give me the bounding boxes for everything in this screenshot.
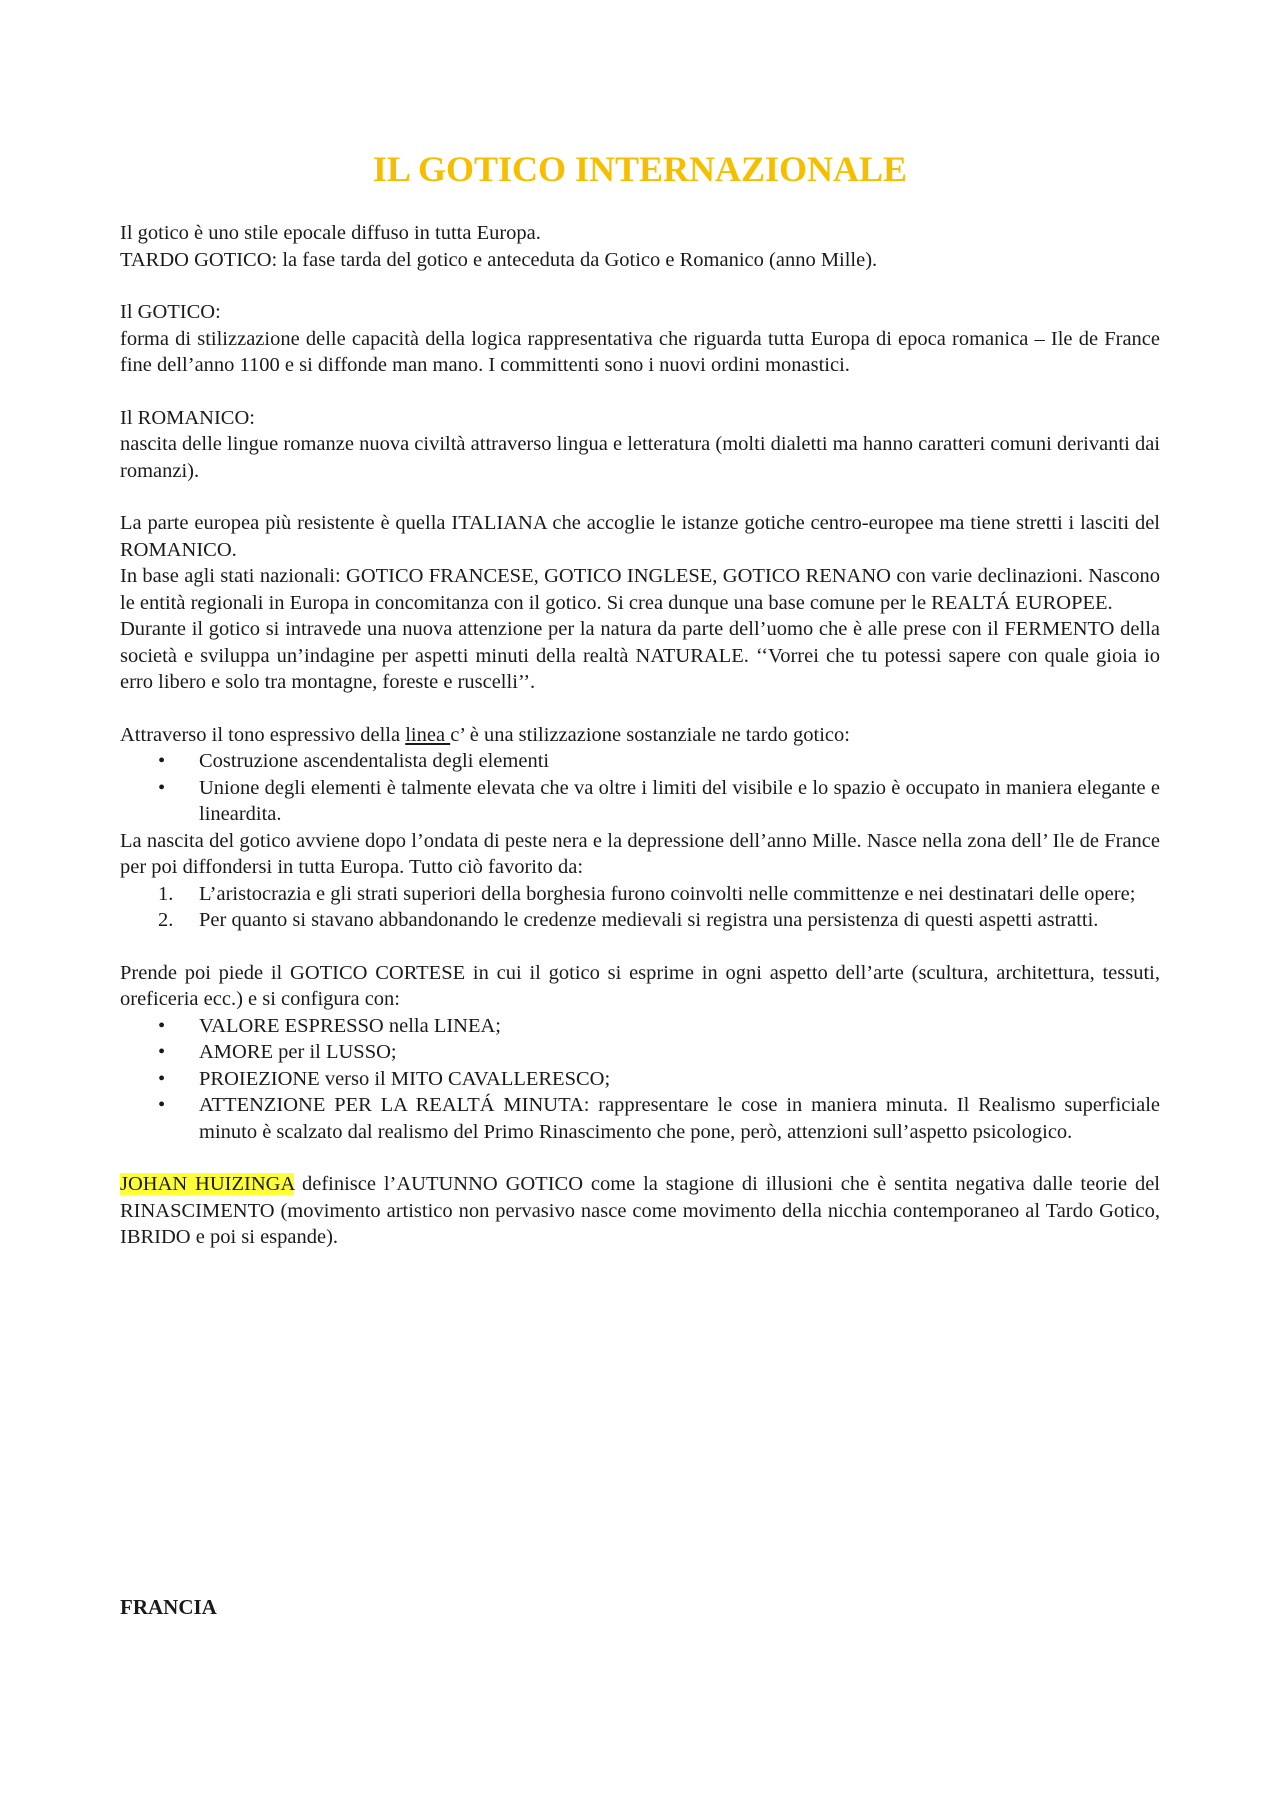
intro-line-1: Il gotico è uno stile epocale diffuso in tutta Europa. [120,222,541,244]
list-item: 1. L’aristocrazia e gli strati superiori della borghesia furono coinvolti nelle committenze e nei destinatari delle opere; [120,881,1160,908]
bullet-marker: • [158,776,166,799]
linea-underlined-word: linea [405,723,451,746]
bullet-marker: • [158,1094,166,1116]
number-marker: 2. [158,909,174,931]
gotico-heading: Il GOTICO: [120,301,221,323]
huizinga-text: definisce l’AUTUNNO GOTICO come la stagione di illusioni che è sentita negativa dalle teorie del RINASCIMENTO (movimento artistico non pervasivo nasce come movimento della nicchia contemporaneo al Tardo Gotico, IBRIDO e poi si espande). [120,1173,1161,1248]
stati-nazionali-paragraph: In base agli stati nazionali: GOTICO FRANCESE, GOTICO INGLESE, GOTICO RENANO con varie declinazioni. Nascono le entità regionali in Europa in concomitanza con il gotico. Si crea dunque una base comune per le REALTÁ EUROPEE. [120,565,1160,614]
list-item: • AMORE per il LUSSO; [120,1039,1160,1066]
bullet-marker: • [158,1041,166,1063]
romanico-heading: Il ROMANICO: [120,406,255,429]
cortese-paragraph: Prende poi piede il GOTICO CORTESE in cui il gotico si esprime in ogni aspetto dell’arte (scultura, architettura, tessuti, oreficeria ecc.) e si configura con: [120,961,1160,1010]
list-item: 2. Per quanto si stavano abbandonando le credenze medievali si registra una persistenza di questi aspetti astratti. [120,907,1160,934]
italiana-paragraph: La parte europea più resistente è quella ITALIANA che accoglie le istanze gotiche centro-europee ma tiene stretti i lasciti del ROMANICO. [120,512,1160,561]
intro-line-2: TARDO GOTICO: la fase tarda del gotico e anteceduta da Gotico e Romanico (anno Mille). [120,248,878,271]
linea-bullet-list [120,748,1160,828]
nascita-paragraph: La nascita del gotico avviene dopo l’ondata di peste nera e la depressione dell’anno Mille. Nasce nella zona dell’ Ile de France per poi diffondersi in tutta Europa. Tutto ciò favorito da: [120,829,1160,878]
gotico-text: forma di stilizzazione delle capacità della logica rappresentativa che riguarda tutta Europa di epoca romanica – Ile de France fine dell’anno 1100 e si diffonde man mano. I committenti sono i nuovi ordini monastici. [120,327,1160,376]
page-title: IL GOTICO INTERNAZIONALE [372,149,908,189]
huizinga-paragraph [120,1171,1160,1251]
list-item: • Unione degli elementi è talmente elevata che va oltre i limiti del visibile e lo spazio è occupato in maniera elegante e lineardita. [158,776,1160,825]
list-item: • ATTENZIONE PER LA REALTÁ MINUTA: rappresentare le cose in maniera minuta. Il Realismo superficiale minuto è scalzato dal realismo del Primo Rinascimento che pone, però, attenzioni sull’aspetto psicologico. [158,1094,1160,1143]
document-body [120,220,1160,1251]
linea-text-after: c’ è una stilizzazione sostanziale ne tardo gotico: [450,723,850,746]
section-heading-francia: FRANCIA [120,1595,217,1619]
bullet-marker: • [158,750,166,772]
natura-paragraph: Durante il gotico si intravede una nuova attenzione per la natura da parte dell’uomo che è alle prese con il FERMENTO della società e sviluppa un’indagine per aspetti minuti della realtà NATURALE. ‘‘Vorrei che tu potessi sapere con quale gioia io erro libero e solo tra montagne, foreste e ruscelli’’. [120,618,1160,693]
bullet-marker: • [158,1014,166,1037]
list-item: • PROIEZIONE verso il MITO CAVALLERESCO; [120,1066,1160,1093]
cortese-bullet-list [120,1013,1160,1146]
number-marker: 1. [158,882,174,905]
bullet-marker: • [158,1067,166,1090]
romanico-text: nascita delle lingue romanze nuova civiltà attraverso lingua e letteratura (molti dialetti ma hanno caratteri comuni derivanti dai romanzi). [120,433,1160,482]
linea-paragraph [120,722,1160,749]
linea-text-before: Attraverso il tono espressivo della [120,723,406,746]
nascita-numbered-list [120,881,1160,934]
list-item: • VALORE ESPRESSO nella LINEA; [120,1013,1160,1040]
highlighted-name: JOHAN HUIZINGA [120,1173,295,1195]
list-item: • Costruzione ascendentalista degli elementi [120,748,1160,775]
